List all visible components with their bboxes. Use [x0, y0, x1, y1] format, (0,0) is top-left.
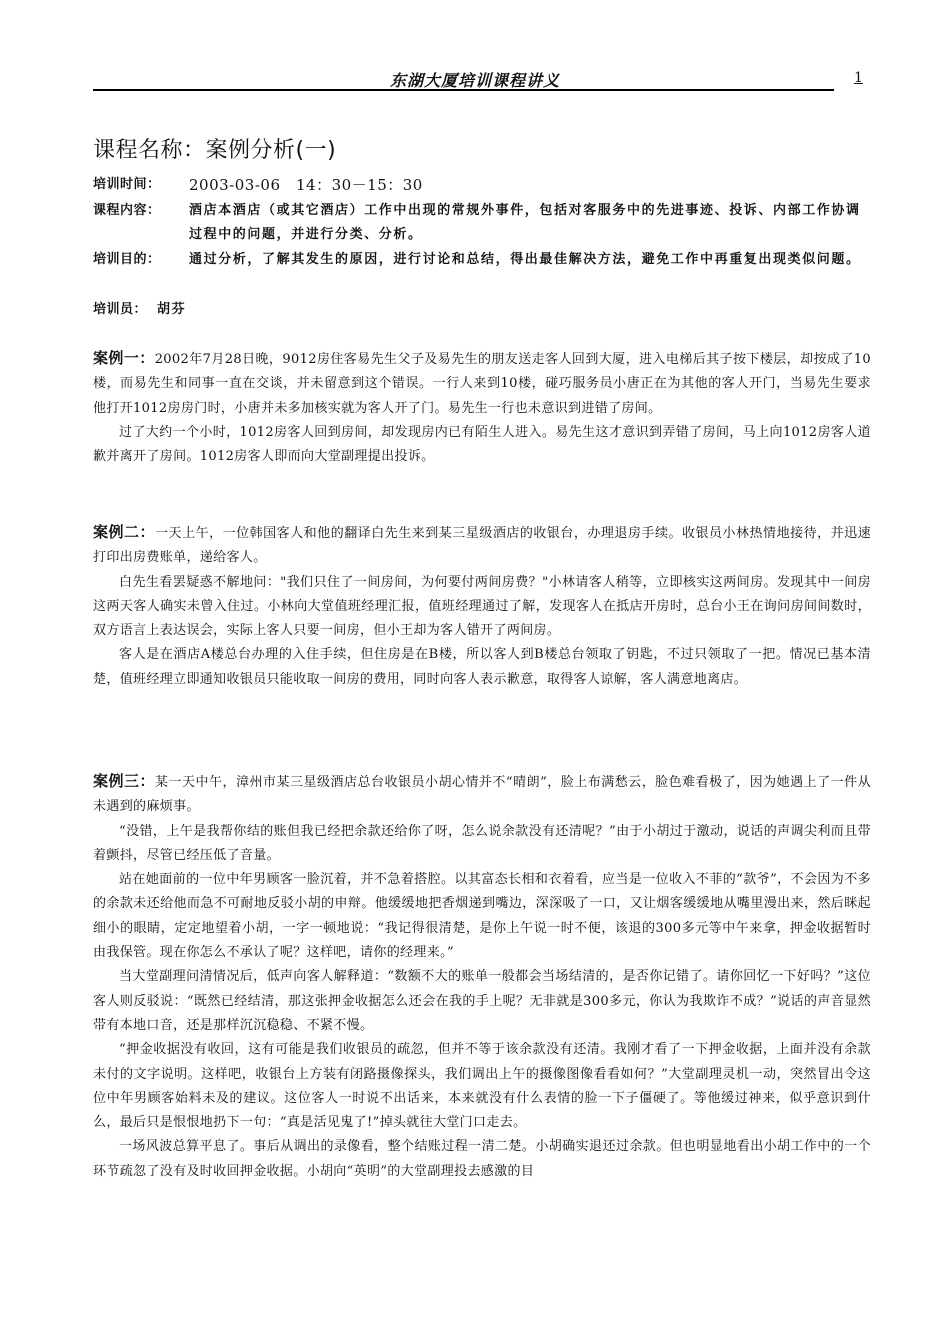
- case-1-label: 案例一：: [93, 349, 155, 367]
- training-purpose-label: 培训目的：: [93, 252, 161, 267]
- case-2-text-2: 白先生看罢疑惑不解地问："我们只住了一间房间，为何要付两间房费？"小林请客人稍等，立即核实这两间房。发现其中一间房这两天客人确实未曾入住过。小林向大堂值班经理汇报，值班经理通过了解，发现客人在抵店开房时，总台小王在询问房间间数时，双方语言上表达误会，实际上客人只要一间房，但小王却为客人错开了两间房。: [93, 574, 871, 639]
- course-content-label: 课程内容：: [93, 203, 161, 218]
- case-3-text-3: 站在她面前的一位中年男顾客一脸沉着，并不急着搭腔。以其富态长相和衣着看，应当是一位收入不菲的“款爷”，不会因为不多的余款未还给他而急不可耐地反驳小胡的申辩。他缓缓地把香烟递到嘴边，深深吸了一口，又让烟客缓缓地从嘴里漫出来，然后眯起细小的眼睛，定定地望着小胡，一字一顿地说：“我记得很清楚，是你上午说一时不便，该退的300多元等中午来拿，押金收据暂时由我保管。现在你怎么不承认了呢？这样吧，请你的经理来。”: [93, 872, 871, 961]
- case-3-text-2: “没错，上午是我帮你结的账但我已经把余款还给你了呀，怎么说余款没有还清呢？”由于小胡过于激动，说话的声调尖利而且带着颤抖，尽管已经压低了音量。: [93, 823, 871, 863]
- training-purpose-value: 通过分析，了解其发生的原因，进行讨论和总结，得出最佳解决方法，避免工作中再重复出现类似问题。: [189, 252, 861, 267]
- case-3-text-6: 一场风波总算平息了。事后从调出的录像看，整个结账过程一清二楚。小胡确实退还过余款。但也明显地看出小胡工作中的一个环节疏忽了没有及时收回押金收据。小胡向“英明”的大堂副理投去感激的目: [93, 1139, 871, 1179]
- case-2-label: 案例二：: [93, 523, 156, 541]
- training-time-label: 培训时间：: [93, 177, 161, 192]
- case-3: [93, 769, 871, 1184]
- case-2-text-3: 客人是在酒店A楼总台办理的入住手续，但住房是在B楼，所以客人到B楼总台领取了钥匙，不过只领取了一把。情况已基本清楚，值班经理立即通知收银员只能收取一间房的费用，同时向客人表示歉意，取得客人谅解，客人满意地离店。: [93, 647, 871, 687]
- course-title: 课程名称：案例分析(一): [93, 138, 337, 163]
- header-title: 东湖大厦培训课程讲义: [389, 71, 560, 90]
- case-1-paragraph: [93, 346, 871, 421]
- case-1: [93, 346, 871, 469]
- trainer-value: 胡芬: [157, 302, 187, 317]
- case-3-text-1: 某一天中午，漳州市某三星级酒店总台收银员小胡心情并不“晴朗”，脸上布满愁云，脸色难看极了，因为她遇上了一件从未遇到的麻烦事。: [93, 775, 871, 815]
- case-2: [93, 520, 871, 692]
- case-3-label: 案例三：: [93, 772, 155, 790]
- trainer-label: 培训员：: [93, 302, 148, 317]
- training-time-value: 2003-03-06 14：30－15：30: [189, 176, 423, 194]
- case-2-text-1: 一天上午，一位韩国客人和他的翻译白先生来到某三星级酒店的收银台，办理退房手续。收银员小林热情地接待，并迅速打印出房费账单，递给客人。: [93, 526, 871, 566]
- page-number: 1: [854, 70, 863, 86]
- header-rule: [93, 89, 834, 91]
- case-3-text-4: 当大堂副理问清情况后，低声向客人解释道：“数额不大的账单一般都会当场结清的，是否你记错了。请你回忆一下好吗？”这位客人则反驳说：“既然已经结清，那这张押金收据怎么还会在我的手上呢？无非就是300多元，你认为我欺诈不成？”说话的声音显然带有本地口音，还是那样沉沉稳稳、不紧不慢。: [93, 969, 871, 1033]
- case-3-paragraph: [93, 769, 871, 820]
- course-content-value: 酒店本酒店（或其它酒店）工作中出现的常规外事件，包括对客服务中的先进事迹、投诉、内部工作协调过程中的问题，并进行分类、分析。: [189, 203, 861, 242]
- case-3-text-5: “押金收据没有收回，这有可能是我们收银员的疏忽，但并不等于该余款没有还清。我刚才看了一下押金收据，上面并没有余款未付的文字说明。这样吧，收银台上方装有闭路摄像探头，我们调出上午的摄像图像看看如何？”大堂副理灵机一动，突然冒出令这位中年男顾客始料未及的建议。这位客人一时说不出话来，本来就没有什么表情的脸一下子僵硬了。等他缓过神来，似乎意识到什么，最后只是恨恨地扔下一句：“真是活见鬼了!”掉头就往大堂门口走去。: [93, 1042, 871, 1131]
- case-1-text-2: 过了大约一个小时，1012房客人回到房间，却发现房内已有陌生人进入。易先生这才意识到弄错了房间，马上向1012房客人道歉并离开了房间。1012房客人即而向大堂副理提出投诉。: [93, 424, 871, 465]
- case-1-text-1: 2002年7月28日晚，9012房住客易先生父子及易先生的朋友送走客人回到大厦，进入电梯后其子按下楼层，却按成了10楼，而易先生和同事一直在交谈，并未留意到这个错误。一行人来到10楼，碰巧服务员小唐正在为其他的客人开门，当易先生要求他打开1012房房门时，小唐并未多加核实就为客人开了门。易先生一行也未意识到进错了房间。: [93, 352, 871, 416]
- case-2-paragraph: [93, 520, 871, 571]
